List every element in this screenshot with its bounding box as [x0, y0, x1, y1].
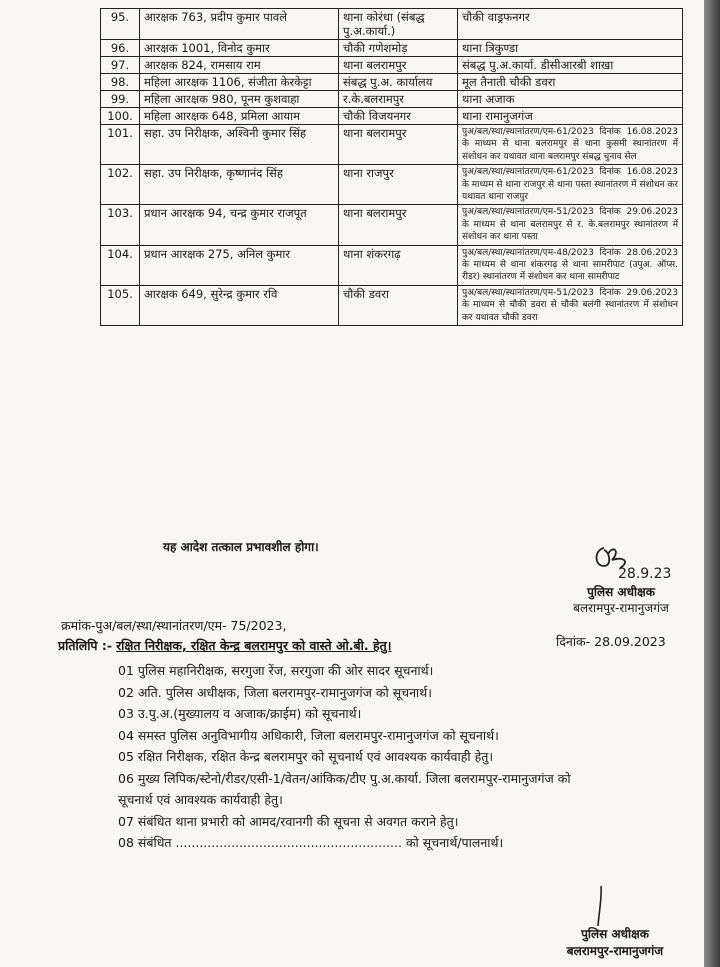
- serial-number-cell: 97.: [101, 57, 140, 74]
- from-posting-cell: थाना कोरंधा (संबद्ध पु.अ.कार्या.): [339, 9, 458, 40]
- serial-number-cell: 104.: [101, 245, 140, 285]
- signatory-title: पुलिस अधीक्षक: [587, 585, 655, 599]
- employee-name-cell: आरक्षक 649, सुरेन्द्र कुमार रवि: [140, 285, 339, 325]
- signatory-district: बलरामपुर-रामानुजगंज: [573, 601, 669, 615]
- copy-item-continuation: सूचनार्थ एवं आवश्यक कार्यवाही हेतु।: [118, 792, 283, 807]
- employee-name-cell: आरक्षक 824, रामसाय राम: [140, 57, 339, 74]
- to-posting-cell: थाना रामानुजगंज: [458, 108, 683, 125]
- to-posting-cell: पुअ/बल/स्था/स्थानांतरण/एम-51/2023 दिनांक 29.06.2023 के माध्यम से चौकी डवरा से चौकी बलंगी स्थानांतरण में संशोधन कर यथावत चौकी डवरा: [458, 285, 683, 325]
- table-row: [101, 285, 683, 325]
- signatory-title: पुलिस अधीक्षक: [581, 927, 649, 941]
- serial-number-cell: 99.: [101, 91, 140, 108]
- effective-note: यह आदेश तत्काल प्रभावशील होगा।: [163, 540, 319, 554]
- employee-name-cell: सहा. उप निरीक्षक, अश्विनी कुमार सिंह: [140, 125, 339, 165]
- copy-item: 07 संबंधित थाना प्रभारी को आमद/रवानगी की सूचना से अवगत कराने हेतु।: [118, 813, 459, 829]
- from-posting-cell: थाना बलरामपुर: [339, 57, 458, 74]
- copy-item: 05 रक्षित निरीक्षक, रक्षित केन्द्र बलरामपुर को सूचनार्थ एवं आवश्यक कार्यवाही हेतु।: [118, 749, 494, 764]
- serial-number-cell: 100.: [101, 108, 140, 125]
- employee-name-cell: महिला आरक्षक 648, प्रमिला आयाम: [140, 108, 339, 125]
- copy-head-text: रक्षित निरीक्षक, रक्षित केन्द्र बलरामपुर को वास्ते ओ.बी. हेतु।: [116, 638, 392, 653]
- copy-label: प्रतिलिपि :-: [58, 638, 113, 653]
- to-posting-cell: थाना त्रिकुण्डा: [458, 40, 683, 57]
- from-posting-cell: संबद्ध पु.अ. कार्यालय: [339, 74, 458, 91]
- table-row: [101, 40, 683, 57]
- table-row: [101, 57, 683, 74]
- order-date: दिनांक- 28.09.2023: [556, 634, 666, 649]
- table-row: [101, 245, 683, 285]
- serial-number-cell: 101.: [101, 125, 140, 165]
- serial-number-cell: 105.: [101, 285, 140, 325]
- signatory-block-top: [546, 584, 696, 616]
- copy-item: 02 अति. पुलिस अधीक्षक, जिला बलरामपुर-रामानुजगंज को सूचनार्थ।: [118, 684, 432, 700]
- to-posting-cell: पुअ/बल/स्था/स्थानांतरण/एम-51/2023 दिनांक 29.06.2023 के माध्यम से थाना बलरामपुर से र. के.बलरामपुर स्थानांतरण में संशोधन कर थाना पस्ता: [458, 205, 683, 245]
- handwritten-signature: [590, 540, 690, 582]
- employee-name-cell: प्रधान आरक्षक 94, चन्द्र कुमार राजपूत: [140, 205, 339, 245]
- copy-item: 01 पुलिस महानिरीक्षक, सरगुजा रेंज, सरगुजा की ओर सादर सूचनार्थ।: [118, 663, 434, 678]
- to-posting-cell: मूल तैनाती चौकी डवरा: [458, 74, 683, 91]
- to-posting-cell: पुअ/बल/स्था/स्थानांतरण/एम-61/2023 दिनांक 16.08.2023 के माध्यम से थाना राजपुर से थाना पस्ता स्थानांतरण में संशोधन कर यथावत थाना राजपुर: [458, 165, 683, 205]
- employee-name-cell: महिला आरक्षक 1106, संजीता केरकेट्टा: [140, 74, 339, 91]
- copy-heading: [58, 637, 392, 654]
- from-posting-cell: थाना शंकरगढ़: [339, 245, 458, 285]
- serial-number-cell: 103.: [101, 205, 140, 245]
- order-number: क्रमांक-पुअ/बल/स्था/स्थानांतरण/एम- 75/2023,: [61, 618, 287, 633]
- employee-name-cell: सहा. उप निरीक्षक, कृष्णानंद सिंह: [140, 165, 339, 205]
- from-posting-cell: चौकी डवरा: [339, 285, 458, 325]
- from-posting-cell: चौकी गणेशमोड़: [339, 40, 458, 57]
- transfer-table: [100, 8, 683, 326]
- from-posting-cell: थाना बलरामपुर: [339, 125, 458, 165]
- to-posting-cell: पुअ/बल/स्था/स्थानांतरण/एम-48/2023 दिनांक 28.06.2023 के माध्यम से थाना शंकरगढ़ से थाना सामरीपाट (उपुअ. ऑप्स. रीडर) स्थानांतरण में संशोधन कर थाना सामरीपाट: [458, 245, 683, 285]
- from-posting-cell: थाना बलरामपुर: [339, 205, 458, 245]
- serial-number-cell: 98.: [101, 74, 140, 91]
- table-row: [101, 205, 683, 245]
- employee-name-cell: आरक्षक 763, प्रदीप कुमार पावले: [140, 9, 339, 40]
- from-posting-cell: चौकी विजयनगर: [339, 108, 458, 125]
- signatory-block-bottom: [545, 926, 685, 960]
- table-row: [101, 125, 683, 165]
- to-posting-cell: पुअ/बल/स्था/स्थानांतरण/एम-61/2023 दिनांक 16.08.2023 के माध्यम से थाना बलरामपुर से थाना कुसमी स्थानांतरण में संशोधन कर यथावत थाना बलरामपुर संबद्ध चुनाव सेल: [458, 125, 683, 165]
- copy-item: 08 संबंधित ......................................................... को सूचनार्थ/पालनार्थ।: [118, 835, 504, 850]
- table-row: [101, 108, 683, 125]
- to-posting-cell: चौकी वाड्रफनगर: [458, 9, 683, 40]
- signatory-district: बलरामपुर-रामानुजगंज: [566, 944, 664, 958]
- copy-item: 04 समस्त पुलिस अनुविभागीय अधिकारी, जिला बलरामपुर-रामानुजगंज को सूचनार्थ।: [118, 727, 499, 743]
- signature-stroke: [594, 884, 606, 928]
- serial-number-cell: 102.: [101, 165, 140, 205]
- to-posting-cell: संबद्ध पु.अ.कार्या. डीसीआरबी शाखा: [458, 57, 683, 74]
- copy-recipient-list: [118, 660, 678, 854]
- table-row: [101, 74, 683, 91]
- table-row: [101, 9, 683, 40]
- employee-name-cell: महिला आरक्षक 980, पूनम कुशवाहा: [140, 91, 339, 108]
- copy-item: 06 मुख्य लिपिक/स्टेनो/रीडर/एसी-1/वेतन/आंकिक/टीए पु.अ.कार्या. जिला बलरामपुर-रामानुजगंज को: [118, 770, 571, 786]
- signature-date: 28.9.23: [618, 566, 672, 582]
- from-posting-cell: थाना राजपुर: [339, 165, 458, 205]
- copy-item: 03 उ.पु.अ.(मुख्यालय व अजाक/क्राईम) को सूचनार्थ।: [118, 706, 362, 721]
- table-row: [101, 165, 683, 205]
- employee-name-cell: प्रधान आरक्षक 275, अनिल कुमार: [140, 245, 339, 285]
- to-posting-cell: थाना अजाक: [458, 91, 683, 108]
- serial-number-cell: 96.: [101, 40, 140, 57]
- table-row: [101, 91, 683, 108]
- from-posting-cell: र.के.बलरामपुर: [339, 91, 458, 108]
- employee-name-cell: आरक्षक 1001, विनोद कुमार: [140, 40, 339, 57]
- serial-number-cell: 95.: [101, 9, 140, 40]
